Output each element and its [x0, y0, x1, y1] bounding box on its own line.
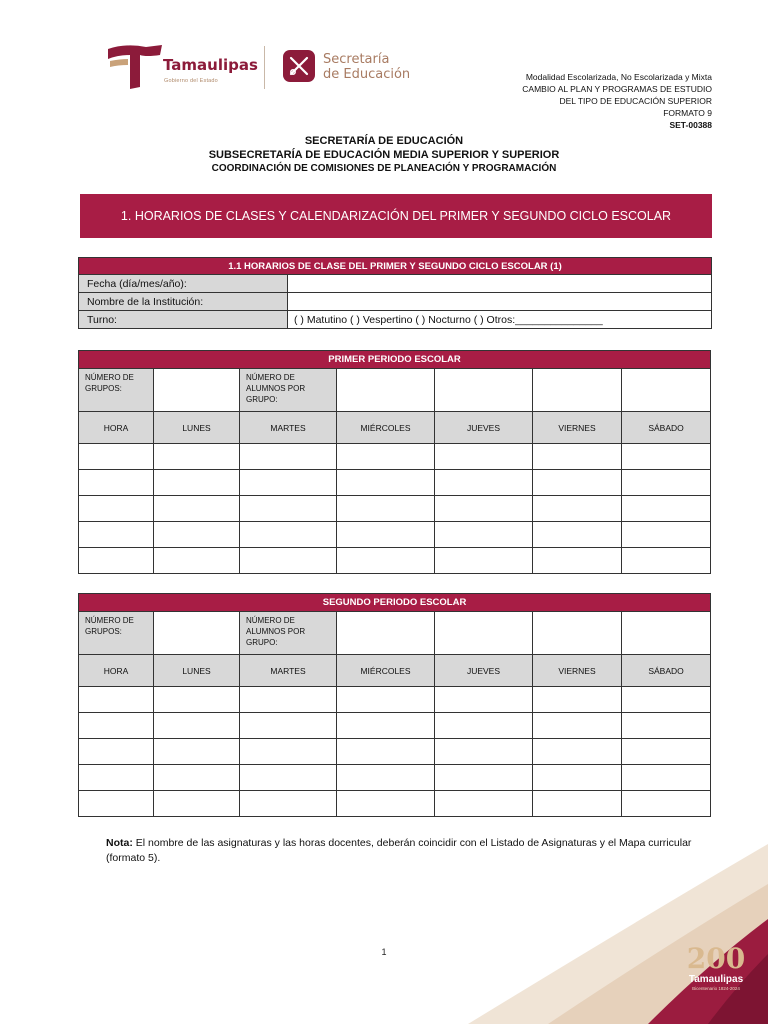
schedule-cell[interactable]: [533, 522, 622, 548]
schedule-cell[interactable]: [79, 444, 154, 470]
badge-years: Bicentenario 1824-2024: [692, 986, 740, 991]
period1-day-miercoles: MIÉRCOLES: [337, 412, 435, 444]
period2-blank-cell[interactable]: [622, 612, 711, 655]
schedule-cell[interactable]: [435, 765, 533, 791]
schedule-cell[interactable]: [337, 522, 435, 548]
institucion-field[interactable]: [288, 293, 712, 311]
period2-day-miercoles: MIÉRCOLES: [337, 655, 435, 687]
period2-grupos-label: NÚMERO DE GRUPOS:: [79, 612, 154, 655]
schedule-cell[interactable]: [154, 713, 240, 739]
schedule-cell[interactable]: [337, 765, 435, 791]
schedule-cell[interactable]: [337, 713, 435, 739]
table-row: [79, 791, 711, 817]
schedule-cell[interactable]: [79, 713, 154, 739]
schedule-cell[interactable]: [154, 470, 240, 496]
period1-blank-cell[interactable]: [622, 369, 711, 412]
secretaria-logo: [283, 48, 443, 88]
period1-blank-cell[interactable]: [533, 369, 622, 412]
table-row: [79, 444, 711, 470]
period2-day-viernes: VIERNES: [533, 655, 622, 687]
schedule-cell[interactable]: [622, 470, 711, 496]
schedule-cell[interactable]: [240, 791, 337, 817]
schedule-cell[interactable]: [154, 444, 240, 470]
table-row: [79, 470, 711, 496]
schedule-cell[interactable]: [154, 791, 240, 817]
period1-alumnos-label: NÚMERO DE ALUMNOS POR GRUPO:: [240, 369, 337, 412]
table-row: [79, 687, 711, 713]
turno-options[interactable]: ( ) Matutino ( ) Vespertino ( ) Nocturno ( ) Otros:_______________: [288, 311, 712, 329]
primer-periodo-table: [78, 350, 711, 574]
turno-label: Turno:: [79, 311, 288, 329]
schedule-cell[interactable]: [435, 739, 533, 765]
schedule-cell[interactable]: [533, 444, 622, 470]
schedule-cell[interactable]: [533, 791, 622, 817]
schedule-cell[interactable]: [79, 522, 154, 548]
period2-days-row: [79, 655, 711, 687]
period1-title: PRIMER PERIODO ESCOLAR: [79, 351, 711, 369]
schedule-cell[interactable]: [240, 713, 337, 739]
schedule-cell[interactable]: [240, 739, 337, 765]
table-row: [79, 496, 711, 522]
period2-day-lunes: LUNES: [154, 655, 240, 687]
schedule-cell[interactable]: [533, 548, 622, 574]
period2-blank-cell[interactable]: [533, 612, 622, 655]
schedule-cell[interactable]: [533, 713, 622, 739]
meta-cambio: CAMBIO AL PLAN Y PROGRAMAS DE ESTUDIO: [522, 84, 712, 94]
meta-modalidad: Modalidad Escolarizada, No Escolarizada y Mixta: [525, 72, 712, 82]
schedule-cell[interactable]: [337, 739, 435, 765]
table-row: [79, 713, 711, 739]
schedule-cell[interactable]: [435, 791, 533, 817]
schedule-cell[interactable]: [240, 687, 337, 713]
schedule-cell[interactable]: [622, 739, 711, 765]
schedule-cell[interactable]: [337, 470, 435, 496]
schedule-cell[interactable]: [337, 496, 435, 522]
section-banner-text: 1. HORARIOS DE CLASES Y CALENDARIZACIÓN DEL PRIMER Y SEGUNDO CICLO ESCOLAR: [120, 209, 672, 223]
institucion-label: Nombre de la Institución:: [79, 293, 288, 311]
schedule-cell[interactable]: [337, 687, 435, 713]
meta-formato: FORMATO 9: [663, 108, 712, 118]
segundo-periodo-table: [78, 593, 711, 817]
note-text: El nombre de las asignaturas y las horas docentes, deberán coincidir con el Listado de Asignaturas y el Mapa curricular (formato 5).: [106, 837, 692, 864]
schedule-cell[interactable]: [622, 713, 711, 739]
schedule-cell[interactable]: [533, 470, 622, 496]
schedule-cell[interactable]: [622, 444, 711, 470]
table-row: [79, 739, 711, 765]
tamaulipas-mark-icon: [106, 43, 164, 91]
secretaria-line1: Secretaría: [323, 52, 390, 67]
meta-code: SET-00388: [669, 120, 712, 130]
schedule-cell[interactable]: [240, 470, 337, 496]
schedule-cell[interactable]: [622, 791, 711, 817]
schedule-cell[interactable]: [435, 522, 533, 548]
schedule-cell[interactable]: [154, 687, 240, 713]
schedule-cell[interactable]: [435, 713, 533, 739]
period1-day-sabado: SÁBADO: [622, 412, 711, 444]
section-banner: [80, 194, 712, 238]
heading-secretaria: SECRETARÍA DE EDUCACIÓN: [304, 135, 464, 147]
schedule-cell[interactable]: [337, 444, 435, 470]
schedule-cell[interactable]: [240, 522, 337, 548]
schedule-cell[interactable]: [154, 496, 240, 522]
schedule-cell[interactable]: [240, 765, 337, 791]
period2-day-jueves: JUEVES: [435, 655, 533, 687]
period1-day-martes: MARTES: [240, 412, 337, 444]
period1-day-jueves: JUEVES: [435, 412, 533, 444]
schedule-cell[interactable]: [79, 739, 154, 765]
tamaulipas-brand: Tamaulipas: [163, 56, 258, 74]
info-table-header: 1.1 HORARIOS DE CLASE DEL PRIMER Y SEGUNDO CICLO ESCOLAR (1): [79, 258, 712, 275]
schedule-cell[interactable]: [533, 765, 622, 791]
tamaulipas-logo: [106, 43, 256, 93]
secretaria-line2: de Educación: [323, 67, 411, 82]
schedule-cell[interactable]: [533, 687, 622, 713]
schedule-cell[interactable]: [435, 444, 533, 470]
schedule-cell[interactable]: [79, 470, 154, 496]
schedule-cell[interactable]: [154, 548, 240, 574]
schedule-cell[interactable]: [435, 687, 533, 713]
table-row: [79, 548, 711, 574]
badge-name: Tamaulipas: [688, 974, 744, 985]
info-table: [78, 257, 712, 329]
schedule-cell[interactable]: [154, 522, 240, 548]
schedule-cell[interactable]: [533, 739, 622, 765]
period2-day-sabado: SÁBADO: [622, 655, 711, 687]
logo-divider: [264, 46, 265, 89]
document-headings: [0, 134, 768, 176]
schedule-cell[interactable]: [79, 496, 154, 522]
heading-subsecretaria: SUBSECRETARÍA DE EDUCACIÓN MEDIA SUPERIOR Y SUPERIOR: [208, 149, 560, 161]
schedule-cell[interactable]: [240, 444, 337, 470]
schedule-cell[interactable]: [240, 548, 337, 574]
schedule-cell[interactable]: [240, 496, 337, 522]
schedule-cell[interactable]: [154, 765, 240, 791]
bicentenario-badge: [676, 944, 756, 1004]
schedule-cell[interactable]: [622, 687, 711, 713]
period2-blank-cell[interactable]: [435, 612, 533, 655]
secretaria-mark-icon: [283, 50, 315, 82]
schedule-cell[interactable]: [154, 739, 240, 765]
schedule-cell[interactable]: [435, 470, 533, 496]
period1-days-row: [79, 412, 711, 444]
period2-alumnos-label: NÚMERO DE ALUMNOS POR GRUPO:: [240, 612, 337, 655]
table-row: [79, 522, 711, 548]
period1-grupos-label: NÚMERO DE GRUPOS:: [79, 369, 154, 412]
period2-day-martes: MARTES: [240, 655, 337, 687]
period1-day-lunes: LUNES: [154, 412, 240, 444]
schedule-cell[interactable]: [622, 765, 711, 791]
note-label: Nota:: [106, 837, 133, 849]
schedule-cell[interactable]: [79, 687, 154, 713]
schedule-cell[interactable]: [79, 765, 154, 791]
table-row: [79, 765, 711, 791]
period1-alumnos-field[interactable]: [337, 369, 435, 412]
period1-grupos-field[interactable]: [154, 369, 240, 412]
meta-tipo: DEL TIPO DE EDUCACIÓN SUPERIOR: [559, 96, 712, 106]
heading-coordinacion: COORDINACIÓN DE COMISIONES DE PLANEACIÓN Y PROGRAMACIÓN: [211, 163, 557, 174]
schedule-cell[interactable]: [533, 496, 622, 522]
schedule-cell[interactable]: [622, 496, 711, 522]
period2-title: SEGUNDO PERIODO ESCOLAR: [79, 594, 711, 612]
fecha-label: Fecha (día/mes/año):: [79, 275, 288, 293]
period2-alumnos-field[interactable]: [337, 612, 435, 655]
document-meta: [522, 71, 712, 131]
tamaulipas-tag: Gobierno del Estado: [164, 78, 218, 84]
period2-day-hora: HORA: [79, 655, 154, 687]
schedule-cell[interactable]: [622, 522, 711, 548]
badge-number: 200: [686, 942, 746, 975]
schedule-cell[interactable]: [337, 548, 435, 574]
period1-day-hora: HORA: [79, 412, 154, 444]
schedule-cell[interactable]: [79, 548, 154, 574]
schedule-cell[interactable]: [435, 548, 533, 574]
schedule-cell[interactable]: [435, 496, 533, 522]
schedule-cell[interactable]: [622, 548, 711, 574]
page-number: 1: [381, 947, 387, 957]
period1-blank-cell[interactable]: [435, 369, 533, 412]
fecha-field[interactable]: [288, 275, 712, 293]
schedule-cell[interactable]: [337, 791, 435, 817]
period1-day-viernes: VIERNES: [533, 412, 622, 444]
schedule-cell[interactable]: [79, 791, 154, 817]
period2-grupos-field[interactable]: [154, 612, 240, 655]
